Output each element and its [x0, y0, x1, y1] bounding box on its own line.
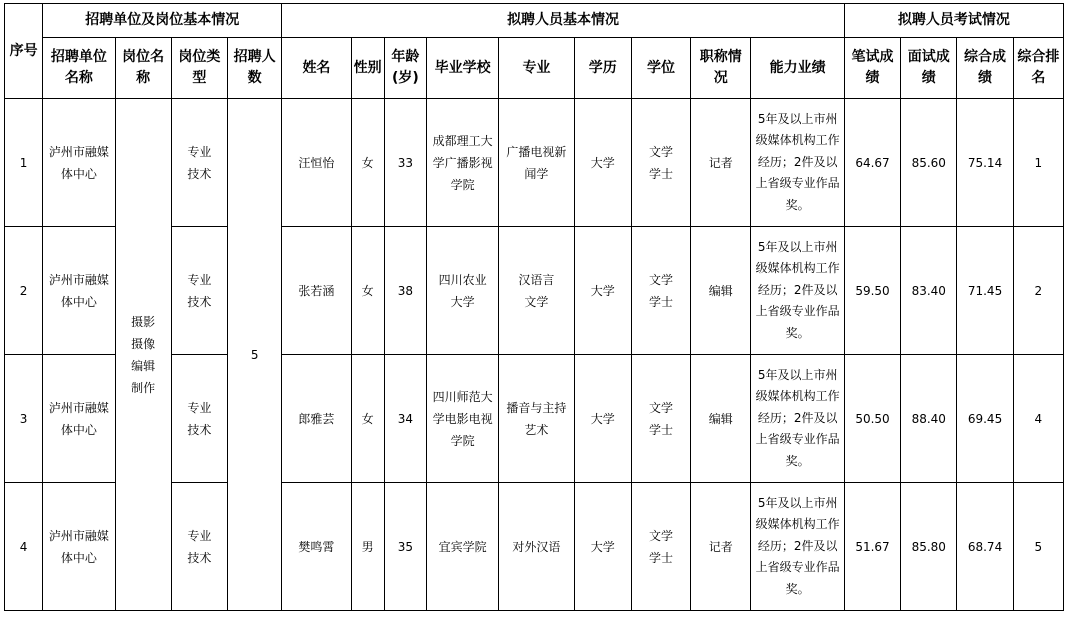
table-row	[5, 99, 1064, 227]
cell-ability: 5年及以上市州级媒体机构工作经历；2件及以上省级专业作品奖。	[751, 99, 844, 227]
degree-text: 文学学士	[648, 528, 673, 565]
cell-name: 樊鸣霄	[282, 483, 351, 611]
degree-text: 文学学士	[648, 144, 673, 181]
cell-age: 33	[384, 99, 426, 227]
cell-unit: 泸州市融媒体中心	[43, 227, 115, 355]
cell-age: 34	[384, 355, 426, 483]
header-age: 年龄(岁)	[384, 38, 426, 99]
cell-total: 71.45	[957, 227, 1013, 355]
cell-ability: 5年及以上市州级媒体机构工作经历；2件及以上省级专业作品奖。	[751, 483, 844, 611]
cell-education: 大学	[574, 99, 631, 227]
cell-age: 35	[384, 483, 426, 611]
degree-text: 文学学士	[648, 400, 673, 437]
cell-seq: 2	[5, 227, 43, 355]
cell-degree	[631, 355, 690, 483]
cell-seq: 4	[5, 483, 43, 611]
cell-school	[426, 227, 498, 355]
cell-education: 大学	[574, 227, 631, 355]
cell-degree	[631, 483, 690, 611]
major-text: 广播电视新闻学	[506, 144, 567, 181]
type-text: 专业技术	[187, 272, 212, 309]
type-text: 专业技术	[187, 144, 212, 181]
header-degree: 学位	[631, 38, 690, 99]
recruitment-table	[4, 3, 1064, 611]
header-ability: 能力业绩	[751, 38, 844, 99]
cell-ability: 5年及以上市州级媒体机构工作经历；2件及以上省级专业作品奖。	[751, 227, 844, 355]
header-major: 专业	[499, 38, 574, 99]
header-group-unit: 招聘单位及岗位基本情况	[43, 4, 282, 38]
cell-written: 64.67	[844, 99, 900, 227]
cell-school: 宜宾学院	[426, 483, 498, 611]
cell-gender: 男	[351, 483, 384, 611]
cell-headcount: 5	[228, 99, 282, 611]
header-title: 职称情况	[691, 38, 751, 99]
cell-rank: 5	[1013, 483, 1063, 611]
header-unit-name: 招聘单位名称	[43, 38, 115, 99]
group-header-row	[5, 4, 1064, 38]
cell-major	[499, 99, 574, 227]
cell-unit: 泸州市融媒体中心	[43, 483, 115, 611]
cell-total: 69.45	[957, 355, 1013, 483]
cell-interview: 83.40	[901, 227, 957, 355]
cell-written: 59.50	[844, 227, 900, 355]
cell-type	[171, 99, 227, 227]
type-text: 专业技术	[187, 400, 212, 437]
header-group-person: 拟聘人员基本情况	[282, 4, 845, 38]
cell-seq: 1	[5, 99, 43, 227]
cell-unit: 泸州市融媒体中心	[43, 99, 115, 227]
cell-gender: 女	[351, 227, 384, 355]
cell-title: 记者	[691, 483, 751, 611]
cell-type	[171, 355, 227, 483]
post-name-text: 摄影摄像编辑制作	[131, 314, 156, 395]
cell-rank: 2	[1013, 227, 1063, 355]
header-post-name: 岗位名称	[115, 38, 171, 99]
cell-rank: 4	[1013, 355, 1063, 483]
cell-title: 编辑	[691, 227, 751, 355]
header-seq: 序号	[5, 4, 43, 99]
school-text: 四川农业大学	[438, 272, 487, 309]
header-interview: 面试成绩	[901, 38, 957, 99]
cell-major	[499, 355, 574, 483]
cell-title: 记者	[691, 99, 751, 227]
cell-rank: 1	[1013, 99, 1063, 227]
cell-name: 汪恒怡	[282, 99, 351, 227]
cell-title: 编辑	[691, 355, 751, 483]
column-header-row	[5, 38, 1064, 99]
cell-written: 50.50	[844, 355, 900, 483]
type-text: 专业技术	[187, 528, 212, 565]
cell-education: 大学	[574, 483, 631, 611]
cell-post-name	[115, 99, 171, 611]
cell-name: 郎雅芸	[282, 355, 351, 483]
cell-degree	[631, 227, 690, 355]
header-rank: 综合排名	[1013, 38, 1063, 99]
header-written: 笔试成绩	[844, 38, 900, 99]
cell-interview: 88.40	[901, 355, 957, 483]
degree-text: 文学学士	[648, 272, 673, 309]
header-education: 学历	[574, 38, 631, 99]
cell-major: 对外汉语	[499, 483, 574, 611]
cell-major	[499, 227, 574, 355]
major-text: 播音与主持艺术	[506, 400, 567, 437]
cell-gender: 女	[351, 355, 384, 483]
cell-education: 大学	[574, 355, 631, 483]
cell-seq: 3	[5, 355, 43, 483]
header-name: 姓名	[282, 38, 351, 99]
cell-age: 38	[384, 227, 426, 355]
cell-degree	[631, 99, 690, 227]
cell-written: 51.67	[844, 483, 900, 611]
cell-interview: 85.60	[901, 99, 957, 227]
header-total: 综合成绩	[957, 38, 1013, 99]
cell-type	[171, 483, 227, 611]
cell-type	[171, 227, 227, 355]
cell-interview: 85.80	[901, 483, 957, 611]
header-gender: 性别	[351, 38, 384, 99]
cell-total: 75.14	[957, 99, 1013, 227]
cell-gender: 女	[351, 99, 384, 227]
header-post-type: 岗位类型	[171, 38, 227, 99]
cell-ability: 5年及以上市州级媒体机构工作经历；2件及以上省级专业作品奖。	[751, 355, 844, 483]
cell-school: 四川师范大学电影电视学院	[426, 355, 498, 483]
cell-unit: 泸州市融媒体中心	[43, 355, 115, 483]
header-group-exam: 拟聘人员考试情况	[844, 4, 1063, 38]
header-headcount: 招聘人数	[228, 38, 282, 99]
header-school: 毕业学校	[426, 38, 498, 99]
cell-school: 成都理工大学广播影视学院	[426, 99, 498, 227]
cell-total: 68.74	[957, 483, 1013, 611]
cell-name: 张若涵	[282, 227, 351, 355]
major-text: 汉语言文学	[518, 272, 555, 309]
